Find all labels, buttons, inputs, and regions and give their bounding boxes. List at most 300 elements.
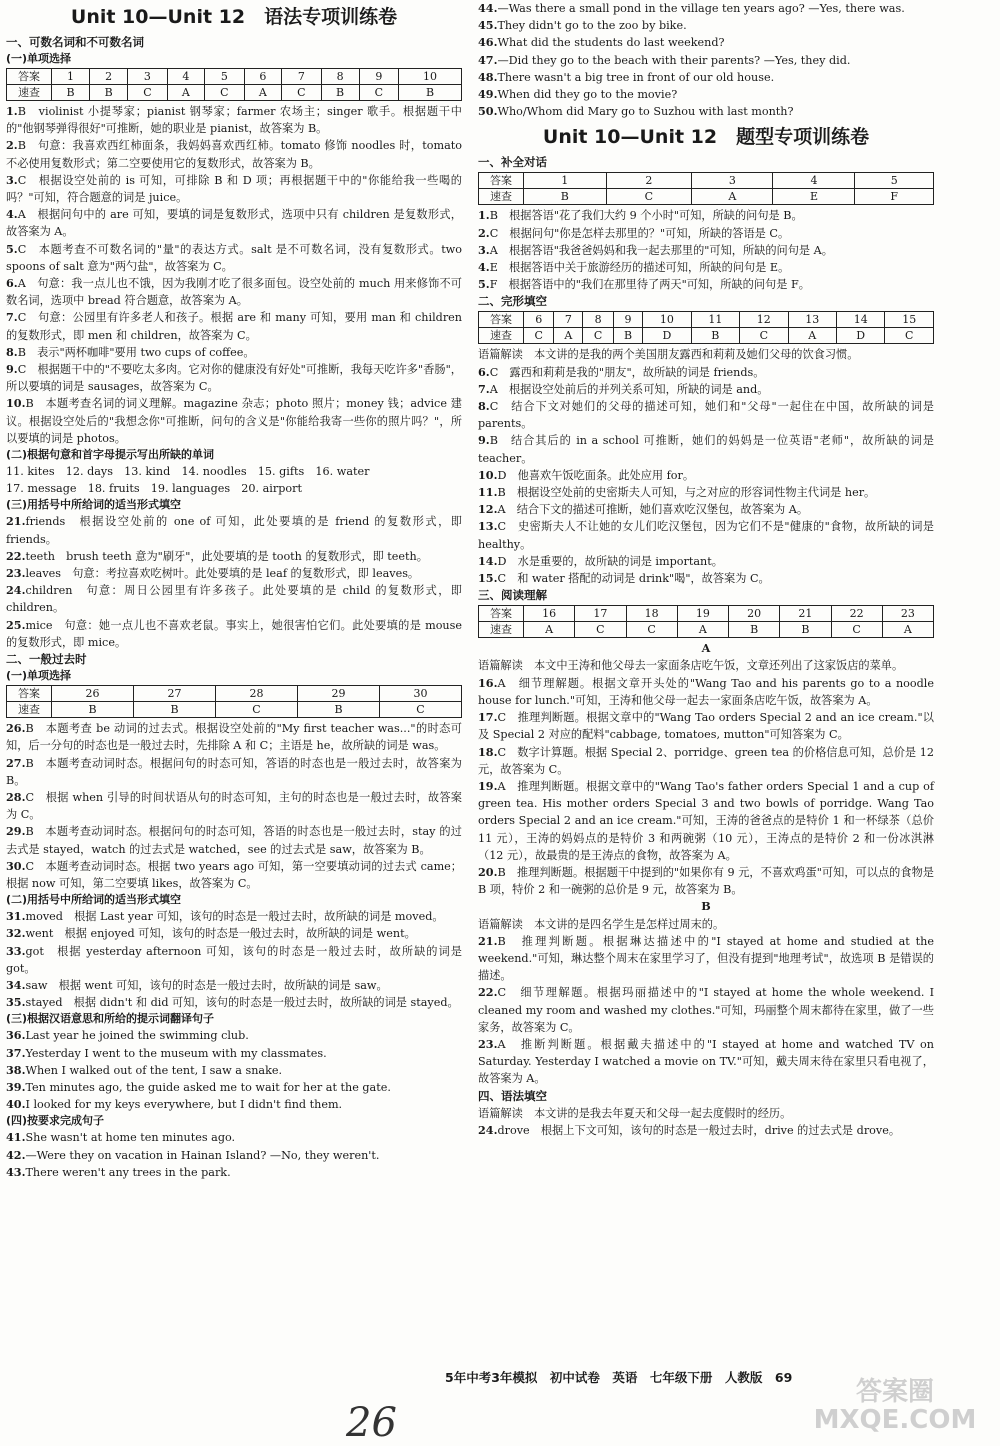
item-text: B 表示"两杯咖啡"要用 two cups of coffee。 xyxy=(17,345,255,359)
item-number: 3. xyxy=(6,172,18,187)
answer-cell: 23 xyxy=(882,606,933,622)
answer-item xyxy=(6,925,462,942)
answer-cell: C xyxy=(740,328,788,344)
item-number: 34. xyxy=(6,977,26,992)
item-number: 23. xyxy=(478,1036,498,1051)
answer-item xyxy=(6,977,462,994)
passage-intro: 语篇解读 本文中王涛和他父母去一家面条店吃午饭，文章还列出了这家饭店的菜单。 xyxy=(478,659,904,673)
answer-cell: 答案 xyxy=(7,69,52,85)
right-column xyxy=(478,0,934,1139)
item-number: 30. xyxy=(6,858,26,873)
item-number: 48. xyxy=(478,69,498,84)
subsection-heading: (三)用括号中所给词的适当形式填空 xyxy=(6,498,182,512)
item-text: C 根据设空处前的 is 可知，可排除 B 和 D 项；再根据题干中的"你能给我一些喝的吗？"可知，符合题意的词是 juice。 xyxy=(6,173,462,205)
item-text: C 句意：公园里有许多老人和孩子。根据 are 和 many 可知，要用 man 和 children 的复数形式，即 men 和 children，故答案为 C。 xyxy=(6,311,462,342)
item-number: 5. xyxy=(478,277,490,292)
item-text: What did the students do last weekend? xyxy=(497,36,725,50)
answer-item xyxy=(6,789,462,823)
answer-cell: B xyxy=(321,85,359,101)
answer-cell: E xyxy=(773,189,855,205)
answer-cell: 29 xyxy=(298,686,380,702)
item-text: C 和 water 搭配的动词是 drink"喝"，故答案为 C。 xyxy=(497,572,770,586)
answer-cell: A xyxy=(524,622,575,638)
answer-item xyxy=(6,361,462,395)
item-number: 13. xyxy=(478,519,498,534)
answer-key-table xyxy=(6,685,462,718)
answer-item xyxy=(6,309,462,343)
item-text: B 根据答语"花了我们大约 9 个小时"可知，所缺的问句是 B。 xyxy=(489,209,803,223)
answer-item xyxy=(478,432,934,466)
item-text: She wasn't at home ten minutes ago. xyxy=(25,1131,236,1145)
item-text: C 史密斯夫人不让她的女儿们吃汉堡包，因为它们不是"健康的"食物，故所缺的词是 healthy。 xyxy=(478,520,934,551)
item-text: D 水是重要的，故所缺的词是 important。 xyxy=(497,554,723,568)
item-text: A 根据答语"我爸爸妈妈和我一起去那里的"可知，所缺的问句是 A。 xyxy=(489,243,833,257)
item-text: A 推断判断题。根据戴夫描述中的"I stayed at home and watched TV on Saturday. Yesterday I watched a movie on TV."可知，戴夫周末待在家里只看电视了，故答案为 A。 xyxy=(478,1037,934,1086)
answer-key-table xyxy=(478,605,934,638)
answer-cell: B xyxy=(399,85,462,101)
answer-item xyxy=(6,241,462,275)
section-title: Unit 10—Unit 12 题型专项训练卷 xyxy=(542,126,870,149)
item-text: stayed 根据 didn't 和 did 可知，该句的时态是一般过去时，故所缺的词是 stayed。 xyxy=(25,996,459,1010)
section-heading: 二、完形填空 xyxy=(478,294,547,309)
answer-item xyxy=(478,484,934,501)
item-text: A 结合下文的描述可推断，她们喜欢吃汉堡包，故答案为 A。 xyxy=(497,503,809,517)
answer-cell: B xyxy=(298,702,380,718)
item-number: 21. xyxy=(478,933,498,948)
answer-cell: 速查 xyxy=(7,85,52,101)
answer-key-table xyxy=(478,311,934,344)
section-heading: 一、补全对话 xyxy=(478,155,547,170)
answer-cell: 27 xyxy=(134,686,216,702)
item-text: Last year he joined the swimming club. xyxy=(25,1029,249,1043)
answer-cell: A xyxy=(167,85,205,101)
answer-key-table xyxy=(6,68,462,101)
item-text: B 本题考查名词的词义理解。magazine 杂志；photo 照片；money 钱；advice 建议。根据设空处后的"我想念你"可推断，问句的含义是"你能给我寄一些你的照片吗？"，所以要填的词是 photos。 xyxy=(6,397,462,445)
answer-row-keys xyxy=(479,622,934,638)
item-number: 22. xyxy=(478,985,498,1000)
answer-cell: C xyxy=(885,328,934,344)
answer-row-keys xyxy=(479,189,934,205)
item-text: F 根据答语中的"我们在那里待了两天"可知，所缺的问句是 F。 xyxy=(489,278,810,292)
answer-item xyxy=(478,225,934,242)
item-number: 32. xyxy=(6,926,26,941)
answer-cell: 14 xyxy=(836,312,884,328)
item-number: 14. xyxy=(478,553,498,568)
answer-cell: C xyxy=(575,622,626,638)
answer-row-numbers xyxy=(479,173,934,189)
item-number: 35. xyxy=(6,995,26,1010)
item-text: C 结合下文对她们的父母的描述可知，她们和"父母"一起住在中国，故所缺的词是 parents。 xyxy=(478,400,934,431)
item-text: got 根据 yesterday afternoon 可知，该句的时态是一般过去时，故所缺的词是 got。 xyxy=(6,944,462,975)
item-text: D 他喜欢午饭吃面条。此处应用 for。 xyxy=(497,468,695,482)
subsection-heading: (四)按要求完成句子 xyxy=(6,1114,105,1128)
item-number: 33. xyxy=(6,943,26,958)
item-number: 5. xyxy=(6,241,18,256)
item-text: A 细节理解题。根据文章开头处的"Wang Tao and his parents go to a noodle house for lunch."可知，王涛和他父母一起去一家面条店吃午饭，故答案为 A。 xyxy=(478,676,934,707)
item-text: —Was there a small pond in the village ten years ago? —Yes, there was. xyxy=(497,2,905,15)
item-number: 8. xyxy=(478,399,490,414)
answer-cell: 速查 xyxy=(479,189,524,205)
item-text: Ten minutes ago, the guide asked me to wait for her at the gate. xyxy=(25,1080,391,1094)
answer-item xyxy=(478,933,934,985)
item-number: 49. xyxy=(478,87,498,102)
item-text: When I walked out of the tent, I saw a snake. xyxy=(25,1063,283,1077)
item-text: A 根据设空处前后的并列关系可知，所缺的词是 and。 xyxy=(489,382,769,396)
answer-cell: B xyxy=(52,85,90,101)
answer-item xyxy=(6,103,462,137)
item-number: 20. xyxy=(478,864,498,879)
answer-cell: 3 xyxy=(128,69,167,85)
answer-cell: A xyxy=(244,85,282,101)
answer-cell: 1 xyxy=(52,69,90,85)
answer-item xyxy=(478,381,934,398)
item-text: —Were they on vacation in Hainan Island? —No, they weren't. xyxy=(25,1148,380,1162)
item-number: 38. xyxy=(6,1062,26,1077)
answer-item xyxy=(478,103,934,120)
answer-item xyxy=(478,86,934,103)
answer-cell: B xyxy=(780,622,831,638)
item-number: 3. xyxy=(478,242,490,257)
item-number: 10. xyxy=(478,467,498,482)
item-number: 6. xyxy=(6,276,18,291)
answer-row-numbers xyxy=(479,312,934,328)
subsection-heading: (三)根据汉语意思和所给的提示词翻译句子 xyxy=(6,1012,215,1026)
answer-item xyxy=(6,1062,462,1079)
item-text: B 结合其后的 in a school 可推断，她们的妈妈是一位英语"老师"，故所缺的词是 teacher。 xyxy=(478,434,934,465)
answer-item xyxy=(478,276,934,293)
item-text: children 句意：周日公园里有许多孩子。此处要填的是 child 的复数形式，即 children。 xyxy=(6,584,462,615)
answer-item xyxy=(6,755,462,789)
item-number: 40. xyxy=(6,1097,26,1112)
answer-cell: F xyxy=(855,189,934,205)
item-text: B violinist 小提琴家；pianist 钢琴家；farmer 农场主；singer 歌手。根据题干中的"他钢琴弹得很好"可推断，她的职业是 pianist，故答案为 B。 xyxy=(6,105,462,136)
answer-item xyxy=(478,570,934,587)
item-number: 18. xyxy=(478,744,498,759)
item-number: 1. xyxy=(478,208,490,223)
answer-cell: 2 xyxy=(606,173,692,189)
answer-item xyxy=(6,137,462,171)
item-text: teeth brush teeth 意为"刷牙"，此处要填的是 tooth 的复数形式，即 teeth。 xyxy=(25,549,428,563)
item-text: There weren't any trees in the park. xyxy=(25,1165,231,1179)
item-text: moved 根据 Last year 可知，该句的时态是一般过去时，故所缺的词是 moved。 xyxy=(25,910,444,924)
answer-cell: C xyxy=(606,189,692,205)
answer-cell: 21 xyxy=(780,606,831,622)
answer-cell: 速查 xyxy=(479,328,524,344)
item-text: A 根据问句中的 are 可知，要填的词是复数形式，选项中只有 children 是复数形式，故答案为 A。 xyxy=(6,208,462,239)
answer-cell: 20 xyxy=(729,606,780,622)
answer-row-keys xyxy=(479,328,934,344)
item-number: 6. xyxy=(478,364,490,379)
fill-answers: 17. message 18. fruits 19. languages 20. airport xyxy=(6,482,302,496)
item-number: 15. xyxy=(478,571,498,586)
item-text: leaves 句意：考拉喜欢吃树叶。此处要填的是 leaf 的复数形式，即 leaves。 xyxy=(25,567,420,581)
answer-item xyxy=(478,744,934,778)
item-number: 19. xyxy=(478,778,498,793)
answer-cell: C xyxy=(359,85,398,101)
item-number: 7. xyxy=(6,310,18,325)
answer-cell: A xyxy=(554,328,583,344)
page-footer: 5年中考3年模拟 初中试卷 英语 七年级下册 人教版 69 xyxy=(445,1370,793,1385)
answer-item xyxy=(478,52,934,69)
item-number: 2. xyxy=(478,225,490,240)
answer-row-numbers xyxy=(479,606,934,622)
answer-cell: 8 xyxy=(583,312,613,328)
item-text: C 数字计算题。根据 Special 2、porridge、green tea 的价格信息可知，总价是 12 元，故答案为 C。 xyxy=(478,745,934,776)
item-number: 43. xyxy=(6,1164,26,1179)
answer-item xyxy=(478,675,934,709)
answer-cell: B xyxy=(52,702,134,718)
item-text: B 推理判断题。根据琳达描述中的"I stayed at home and studied at the weekend."可知，琳达整个周末在家里学习了，但没有提到"地理考试"，故选项 B 是错误的描述。 xyxy=(478,934,934,983)
item-text: C 推理判断题。根据文章中的"Wang Tao orders Special 2 and an ice cream."以及 Special 2 对应的配料"cabbage, tomatoes, mutton"可知答案为 C。 xyxy=(478,711,934,742)
item-number: 4. xyxy=(6,207,18,222)
answer-cell: B xyxy=(90,85,128,101)
subsection-heading: (一)单项选择 xyxy=(6,669,72,683)
answer-cell: 1 xyxy=(524,173,607,189)
answer-cell: 5 xyxy=(205,69,244,85)
answer-item xyxy=(6,1096,462,1113)
answer-cell: B xyxy=(134,702,216,718)
answer-cell: C xyxy=(626,622,677,638)
answer-item xyxy=(6,582,462,616)
item-number: 7. xyxy=(478,381,490,396)
item-number: 21. xyxy=(6,514,26,529)
answer-item xyxy=(478,242,934,259)
section-heading: 三、阅读理解 xyxy=(478,588,547,603)
answer-cell: 4 xyxy=(167,69,205,85)
answer-cell: 12 xyxy=(740,312,788,328)
item-text: B 本题考查动词时态。根据问句的时态可知，答语的时态也是一般过去时，stay 的过去式是 stayed，watch 的过去式是 watched，see 的过去式是 saw，故答案为 B。 xyxy=(6,825,462,856)
answer-cell: 17 xyxy=(575,606,626,622)
item-number: 28. xyxy=(6,789,26,804)
passage-label: A xyxy=(701,641,711,656)
answer-cell: 30 xyxy=(380,686,462,702)
item-text: They didn't go to the zoo by bike. xyxy=(497,19,687,33)
answer-item xyxy=(6,1129,462,1146)
answer-cell: 5 xyxy=(855,173,934,189)
fill-answers: 11. kites 12. days 13. kind 14. noodles 15. gifts 16. water xyxy=(6,465,370,479)
answer-key-table xyxy=(478,172,934,205)
answer-cell: A xyxy=(788,328,836,344)
answer-item xyxy=(6,858,462,892)
answer-item xyxy=(478,0,934,17)
item-number: 4. xyxy=(478,260,490,275)
subsection-heading: (一)单项选择 xyxy=(6,52,72,65)
answer-cell: 26 xyxy=(52,686,134,702)
answer-item xyxy=(6,1164,462,1181)
answer-item xyxy=(6,513,462,547)
answer-item xyxy=(6,275,462,309)
passage-label: B xyxy=(701,899,711,914)
answer-item xyxy=(6,617,462,651)
answer-item xyxy=(478,1036,934,1088)
item-number: 24. xyxy=(6,583,26,598)
item-number: 11. xyxy=(478,485,498,500)
answer-cell: 2 xyxy=(90,69,128,85)
item-number: 26. xyxy=(6,721,26,736)
answer-row-keys xyxy=(7,702,462,718)
item-number: 23. xyxy=(6,566,26,581)
answer-item xyxy=(478,69,934,86)
item-text: friends 根据设空处前的 one of 可知，此处要填的是 friend 的复数形式，即 friends。 xyxy=(6,515,462,546)
answer-cell: 7 xyxy=(282,69,321,85)
answer-cell: D xyxy=(643,328,691,344)
item-text: C 细节理解题。根据玛丽描述中的"I stayed at home the whole weekend. I cleaned my room and washed my clothes."可知，玛丽整个周末都待在家里，做了一些家务，故答案为 C。 xyxy=(478,986,934,1034)
answer-item xyxy=(6,1147,462,1164)
answer-cell: 18 xyxy=(626,606,677,622)
answer-cell: 4 xyxy=(773,173,855,189)
item-number: 29. xyxy=(6,824,26,839)
answer-row-keys xyxy=(7,85,462,101)
answer-item xyxy=(478,518,934,552)
answer-cell: 13 xyxy=(788,312,836,328)
item-number: 47. xyxy=(478,52,498,67)
item-number: 12. xyxy=(478,502,498,517)
answer-cell: A xyxy=(692,189,773,205)
answer-cell: A xyxy=(882,622,933,638)
item-number: 44. xyxy=(478,1,498,15)
answer-item xyxy=(478,364,934,381)
item-number: 9. xyxy=(6,362,18,377)
answer-cell: B xyxy=(524,189,607,205)
item-number: 31. xyxy=(6,909,26,924)
answer-cell: 7 xyxy=(554,312,583,328)
item-text: E 根据答语中关于旅游经历的描述可知，所缺的问句是 E。 xyxy=(489,261,790,275)
passage-intro: 语篇解读 本文讲的是我去年夏天和父母一起去度假时的经历。 xyxy=(478,1106,792,1120)
answer-cell: C xyxy=(583,328,613,344)
answer-cell: C xyxy=(380,702,462,718)
answer-item xyxy=(6,994,462,1011)
answer-item xyxy=(6,1027,462,1044)
answer-row-numbers xyxy=(7,69,462,85)
answer-item xyxy=(478,398,934,432)
answer-cell: D xyxy=(836,328,884,344)
answer-item xyxy=(478,709,934,743)
answer-row-numbers xyxy=(7,686,462,702)
answer-item xyxy=(478,553,934,570)
answer-cell: C xyxy=(205,85,244,101)
item-text: drove 根据上下文可知，该句的时态是一般过去时，drive 的过去式是 drove。 xyxy=(497,1123,901,1137)
item-text: C 根据 when 引导的时间状语从句的时态可知，主句的时态也是一般过去时，故答案为 C。 xyxy=(6,790,462,822)
item-number: 8. xyxy=(6,344,18,359)
answer-item xyxy=(478,778,934,864)
answer-item xyxy=(478,207,934,224)
item-text: I looked for my keys everywhere, but I didn't find them. xyxy=(25,1098,343,1112)
item-text: C 本题考查不可数名词的"量"的表达方式。salt 是不可数名词，没有复数形式。two spoons of salt 意为"两勺盐"，故答案为 C。 xyxy=(6,242,462,273)
section-heading: 一、可数名词和不可数名词 xyxy=(6,35,144,49)
item-text: B 本题考查 be 动词的过去式。根据设空处前的"My first teacher was..."的时态可知，后一分句的时态也是一般过去时，先排除 A 和 C；主语是 he，故所缺的词是 was。 xyxy=(6,722,462,753)
answer-cell: 答案 xyxy=(479,312,524,328)
answer-cell: 22 xyxy=(831,606,882,622)
answer-cell: 9 xyxy=(613,312,642,328)
item-text: B 本题考查动词时态。根据问句的时态可知，答语的时态也是一般过去时，故答案为 B。 xyxy=(6,756,462,787)
answer-cell: 10 xyxy=(643,312,691,328)
left-column xyxy=(6,0,462,1181)
answer-cell: 速查 xyxy=(7,702,52,718)
answer-item xyxy=(478,17,934,34)
answer-item xyxy=(478,34,934,51)
answer-cell: B xyxy=(613,328,642,344)
item-text: A 句意：我一点儿也不饿，因为我刚才吃了很多面包。设空处前的 much 用来修饰不可数名词，选项中 bread 符合题意，故答案为 A。 xyxy=(6,277,462,308)
answer-item xyxy=(6,206,462,240)
answer-cell: 10 xyxy=(399,69,462,85)
answer-item xyxy=(6,908,462,925)
handwritten-page-number: 26 xyxy=(346,1400,397,1446)
page-title: Unit 10—Unit 12 语法专项训练卷 xyxy=(70,6,398,28)
item-number: 41. xyxy=(6,1130,26,1145)
answer-cell: C xyxy=(216,702,298,718)
item-number: 45. xyxy=(478,18,498,33)
answer-item xyxy=(6,943,462,977)
answer-item xyxy=(478,984,934,1036)
item-text: When did they go to the movie? xyxy=(497,88,678,102)
item-number: 46. xyxy=(478,35,498,50)
passage-intro: 语篇解读 本文讲的是我的两个美国朋友露西和莉莉及她们父母的饮食习惯。 xyxy=(478,348,859,362)
answer-cell: 19 xyxy=(677,606,728,622)
item-number: 25. xyxy=(6,617,26,632)
subsection-heading: (二)根据句意和首字母提示写出所缺的单词 xyxy=(6,448,215,462)
answer-cell: 11 xyxy=(691,312,739,328)
answer-item xyxy=(6,1079,462,1096)
answer-item xyxy=(6,548,462,565)
item-number: 36. xyxy=(6,1028,26,1043)
item-number: 42. xyxy=(6,1147,26,1162)
answer-item xyxy=(478,501,934,518)
item-number: 10. xyxy=(6,396,26,411)
item-number: 37. xyxy=(6,1045,26,1060)
item-number: 17. xyxy=(478,710,498,725)
passage-intro: 语篇解读 本文讲的是四名学生是怎样过周末的。 xyxy=(478,917,725,931)
item-number: 2. xyxy=(6,138,18,153)
answer-item xyxy=(478,1122,934,1139)
item-text: There wasn't a big tree in front of our old house. xyxy=(497,70,775,84)
answer-item xyxy=(6,720,462,754)
answer-item xyxy=(6,395,462,447)
answer-cell: 8 xyxy=(321,69,359,85)
answer-cell: 6 xyxy=(524,312,554,328)
subsection-heading: (二)用括号中所给词的适当形式填空 xyxy=(6,893,182,907)
answer-cell: C xyxy=(524,328,554,344)
item-number: 24. xyxy=(478,1122,498,1137)
item-text: A 推理判断题。根据文章中的"Wang Tao's father orders Special 1 and a cup of green tea. His mother orders Special 3 and two bowls of porridge. Wang Tao orders Special 2 and an ice cream."可知，王涛的爸爸点的是特价 1 和一杯绿茶（总价 11 元），王涛的妈妈点的是特价 3 和两碗粥（10 元），王涛点的是特价 2 和一份冰淇淋（12 元），故最贵的是王涛点的食物，故答案为 A。 xyxy=(478,779,934,862)
answer-cell: 答案 xyxy=(7,686,52,702)
item-number: 22. xyxy=(6,548,26,563)
answer-cell: 3 xyxy=(692,173,773,189)
answer-cell: C xyxy=(831,622,882,638)
item-number: 16. xyxy=(478,675,498,690)
answer-cell: 16 xyxy=(524,606,575,622)
answer-cell: 答案 xyxy=(479,606,524,622)
answer-cell: B xyxy=(729,622,780,638)
answer-cell: 6 xyxy=(244,69,282,85)
item-text: C 根据问句"你是怎样去那里的？"可知，所缺的答语是 C。 xyxy=(489,226,790,240)
item-text: Yesterday I went to the museum with my classmates. xyxy=(25,1046,327,1060)
answer-cell: A xyxy=(677,622,728,638)
section-heading: 二、一般过去时 xyxy=(6,652,87,667)
item-text: C 本题考查动词时态。根据 two years ago 可知，第一空要填动词的过去式 came；根据 now 可知，第二空要填 likes，故答案为 C。 xyxy=(6,859,462,890)
answer-item xyxy=(6,344,462,361)
answer-cell: 速查 xyxy=(479,622,524,638)
item-text: B 推理判断题。根据题干中提到的"如果你有 9 元，不喜欢鸡蛋"可知，可以点的食物是 B 项，特价 2 和一碗粥的总价是 9 元，故答案为 B。 xyxy=(478,865,934,897)
item-text: C 根据题干中的"不要吃太多肉。它对你的健康没有好处"可推断，我每天吃许多"香肠"，所以要填的词是 sausages，故答案为 C。 xyxy=(6,363,462,394)
answer-cell: B xyxy=(691,328,739,344)
item-text: B 根据设空处前的史密斯夫人可知，与之对应的形容词性物主代词是 her。 xyxy=(497,486,876,500)
item-number: 1. xyxy=(6,104,18,118)
answer-cell: 15 xyxy=(885,312,934,328)
answer-item xyxy=(6,823,462,857)
item-text: —Did they go to the beach with their parents? —Yes, they did. xyxy=(497,53,851,67)
answer-cell: 9 xyxy=(359,69,398,85)
item-text: Who/Whom did Mary go to Suzhou with last month? xyxy=(497,105,794,119)
